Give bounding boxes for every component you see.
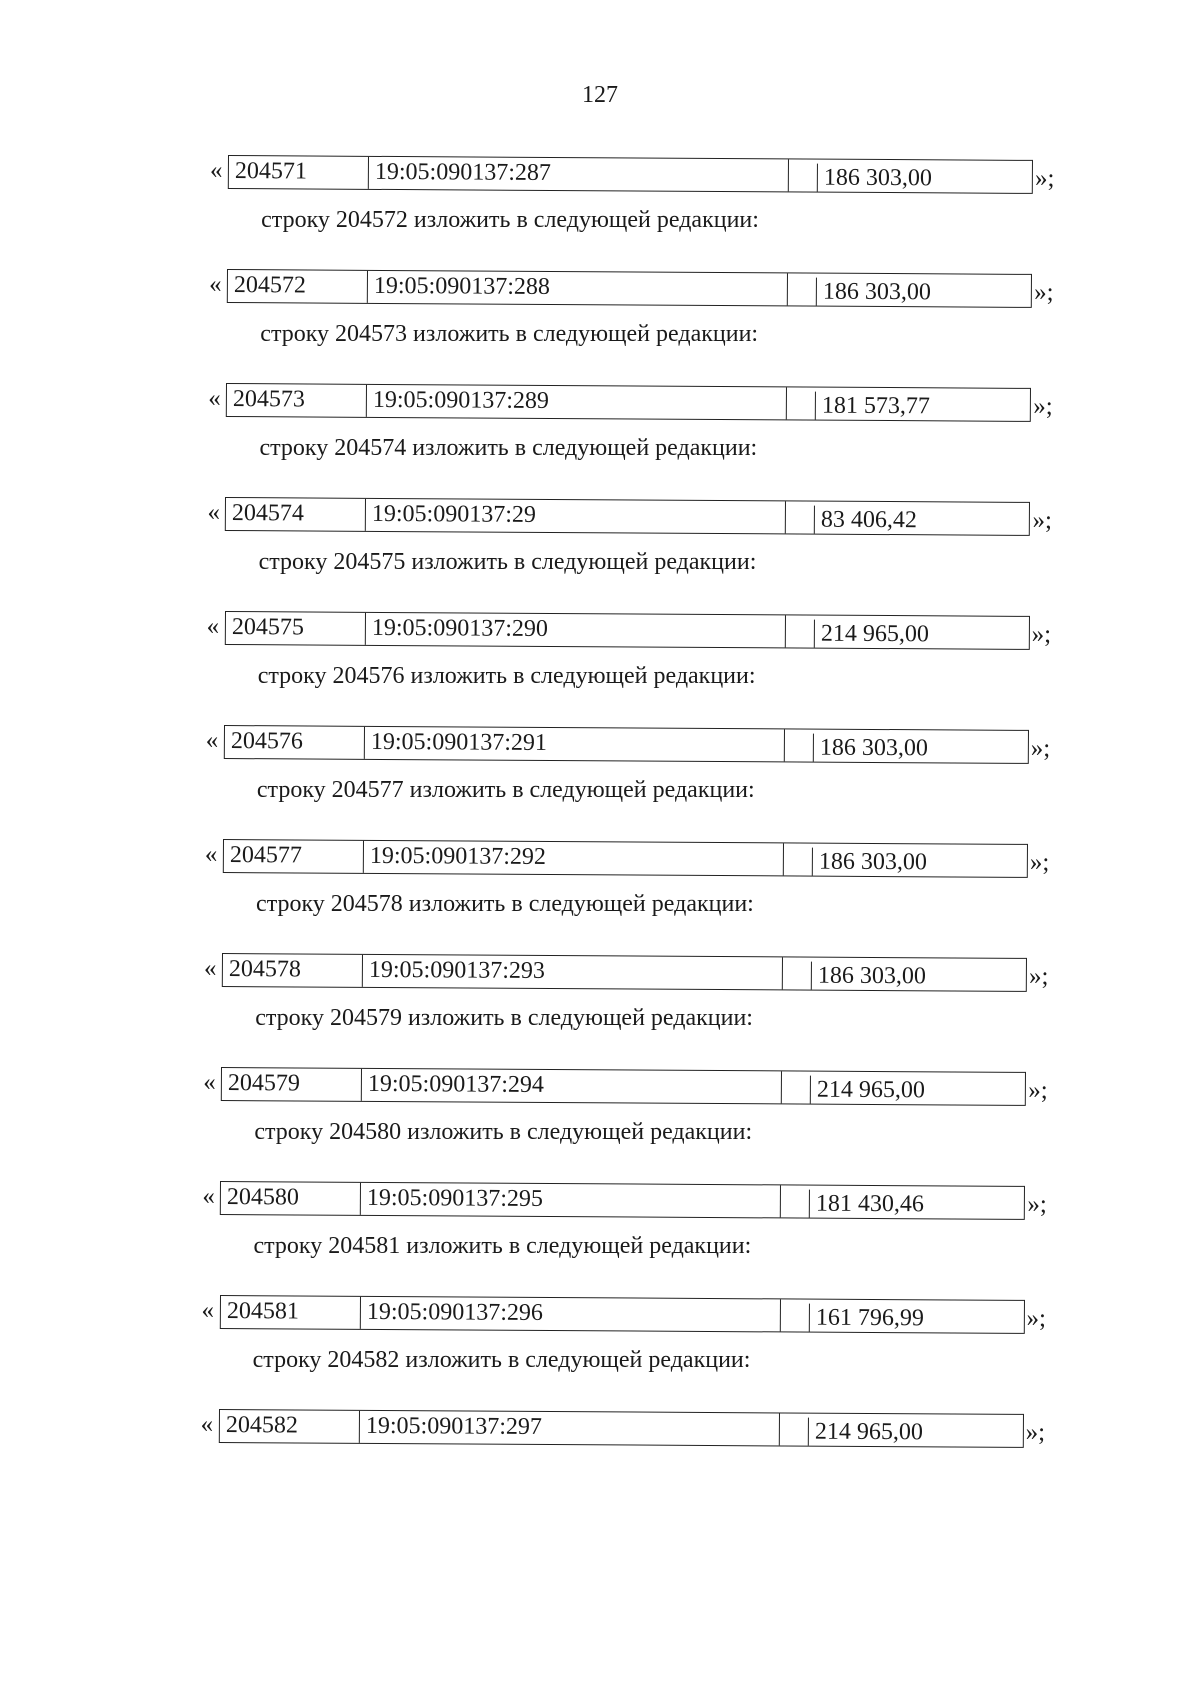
record-number-cell: 204575: [225, 612, 365, 645]
cadastral-number-cell: 19:05:090137:297: [359, 1411, 779, 1446]
cadastral-number-cell: 19:05:090137:287: [369, 157, 789, 192]
record-row: [203, 1067, 1103, 1103]
cadastral-number-cell: 19:05:090137:292: [364, 841, 784, 876]
opening-quote: «: [208, 385, 221, 412]
closing-quote: »;: [1026, 1305, 1046, 1332]
opening-quote: «: [205, 727, 219, 754]
instruction-text: строку 204574 изложить в следующей редакции:: [259, 435, 758, 461]
record-number-cell: 204580: [221, 1182, 361, 1215]
record-row: [209, 269, 1109, 305]
cadastral-number-cell: 19:05:090137:289: [367, 385, 787, 420]
cadastral-number-cell: 19:05:090137:296: [360, 1297, 780, 1332]
instruction-text: строку 204581 изложить в следующей редакции:: [253, 1233, 752, 1259]
record-table: [223, 839, 1028, 878]
cadastral-number-cell: 19:05:090137:294: [362, 1069, 782, 1104]
instruction-text: строку 204575 изложить в следующей редакции:: [258, 549, 757, 575]
record-row: [207, 611, 1107, 647]
instruction-text: строку 204582 изложить в следующей редакции:: [252, 1347, 751, 1373]
cadastral-cost-cell: 186 303,00: [813, 734, 1030, 763]
record-row: [202, 1181, 1102, 1217]
cadastral-cost-cell: 214 965,00: [807, 1418, 1024, 1447]
record-row: [206, 725, 1106, 761]
cadastral-number-cell: 19:05:090137:29: [366, 499, 786, 534]
record-table: [225, 497, 1030, 536]
opening-quote: «: [209, 271, 222, 298]
record-number-cell: 204577: [224, 840, 364, 873]
closing-quote: »;: [1028, 1077, 1048, 1104]
record-row: [207, 497, 1107, 533]
closing-quote: »;: [1031, 621, 1052, 648]
cadastral-cost-cell: 186 303,00: [817, 164, 1034, 193]
record-row: [201, 1409, 1101, 1445]
record-number-cell: 204574: [226, 498, 366, 531]
page-number: 127: [582, 82, 618, 108]
instruction-text: строку 204573 изложить в следующей редакции:: [260, 321, 759, 347]
opening-quote: «: [200, 1411, 214, 1438]
instruction-text: строку 204578 изложить в следующей редакции:: [256, 891, 754, 917]
record-table: [224, 611, 1029, 650]
cadastral-cost-cell: 214 965,00: [813, 620, 1030, 649]
opening-quote: «: [210, 157, 223, 184]
cadastral-number-cell: 19:05:090137:291: [365, 727, 785, 762]
record-number-cell: 204578: [223, 954, 363, 987]
record-table: [222, 953, 1027, 992]
instruction-text: строку 204577 изложить в следующей редакции:: [256, 777, 755, 803]
closing-quote: »;: [1033, 393, 1053, 420]
cadastral-cost-cell: 181 430,46: [809, 1190, 1026, 1219]
cadastral-cost-cell: 181 573,77: [815, 392, 1032, 421]
instruction-text: строку 204572 изложить в следующей редакции:: [261, 207, 759, 233]
record-number-cell: 204573: [227, 384, 367, 417]
cadastral-cost-cell: 186 303,00: [811, 962, 1028, 991]
cadastral-cost-cell: 83 406,42: [814, 506, 1031, 535]
closing-quote: »;: [1029, 963, 1049, 990]
closing-quote: »;: [1034, 279, 1054, 306]
instruction-text: строку 204576 изложить в следующей редакции:: [257, 663, 756, 689]
opening-quote: «: [207, 499, 220, 526]
opening-quote: «: [201, 1297, 214, 1324]
closing-quote: »;: [1030, 735, 1051, 762]
closing-quote: »;: [1032, 507, 1052, 534]
record-row: [210, 155, 1110, 191]
cadastral-cost-cell: 186 303,00: [816, 278, 1033, 307]
record-table: [219, 1295, 1024, 1334]
record-row: [205, 839, 1105, 875]
cadastral-number-cell: 19:05:090137:293: [363, 955, 783, 990]
record-number-cell: 204581: [220, 1296, 360, 1329]
record-table: [224, 725, 1029, 764]
cadastral-number-cell: 19:05:090137:288: [368, 271, 788, 306]
instruction-text: строку 204579 изложить в следующей редакции:: [255, 1005, 753, 1031]
record-table: [226, 383, 1031, 422]
record-table: [228, 155, 1033, 194]
record-table: [227, 269, 1032, 308]
instruction-text: строку 204580 изложить в следующей редакции:: [254, 1119, 753, 1145]
closing-quote: »;: [1027, 1191, 1047, 1218]
opening-quote: «: [204, 841, 218, 868]
record-row: [204, 953, 1104, 989]
record-table: [221, 1067, 1026, 1106]
closing-quote: »;: [1025, 1419, 1046, 1446]
cadastral-cost-cell: 186 303,00: [812, 848, 1029, 877]
record-table: [220, 1181, 1025, 1220]
record-table: [218, 1409, 1023, 1448]
cadastral-cost-cell: 161 796,99: [808, 1304, 1025, 1333]
cadastral-number-cell: 19:05:090137:295: [361, 1183, 781, 1218]
closing-quote: »;: [1029, 849, 1050, 876]
record-number-cell: 204579: [222, 1068, 362, 1101]
record-row: [202, 1295, 1102, 1331]
record-number-cell: 204576: [225, 726, 365, 759]
opening-quote: «: [204, 955, 217, 982]
record-number-cell: 204582: [219, 1410, 359, 1443]
cadastral-cost-cell: 214 965,00: [810, 1076, 1027, 1105]
record-number-cell: 204571: [229, 156, 369, 189]
opening-quote: «: [206, 613, 220, 640]
opening-quote: «: [202, 1183, 215, 1210]
record-row: [208, 383, 1108, 419]
cadastral-number-cell: 19:05:090137:290: [365, 613, 785, 648]
opening-quote: «: [203, 1069, 216, 1096]
closing-quote: »;: [1035, 165, 1055, 192]
record-number-cell: 204572: [228, 270, 368, 303]
